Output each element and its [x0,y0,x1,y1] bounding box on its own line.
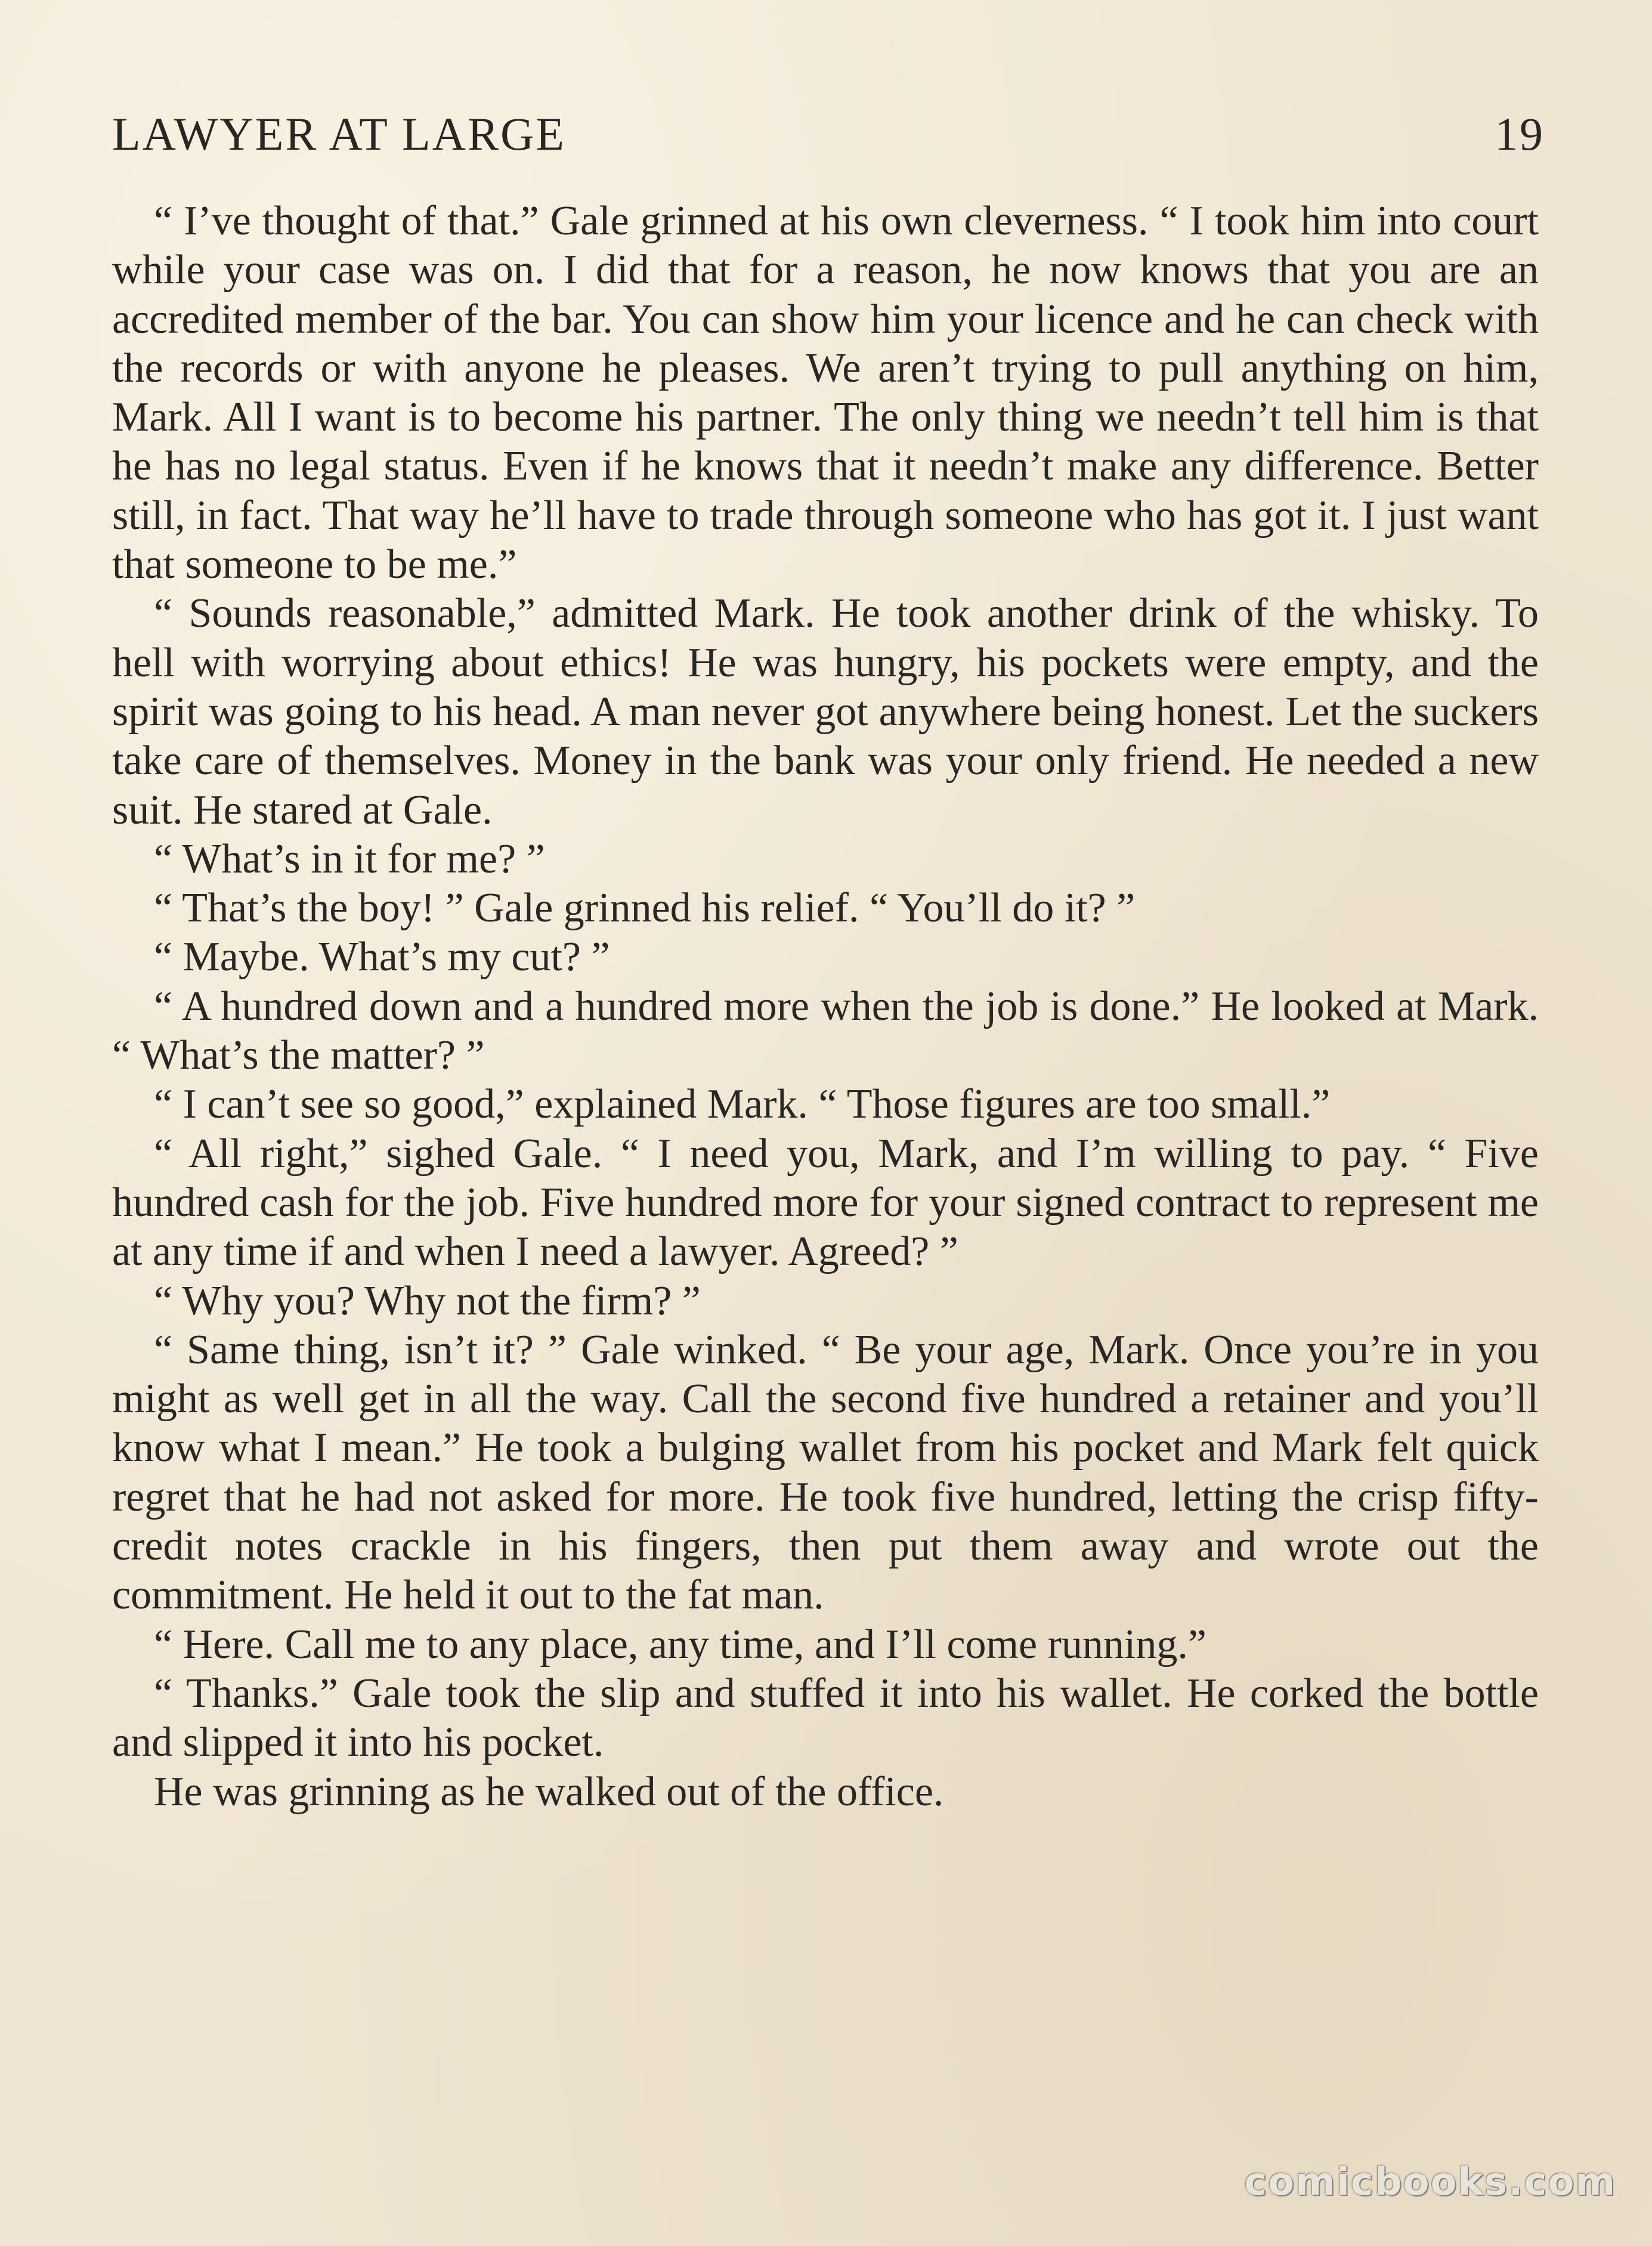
paragraph: “ Why you? Why not the firm? ” [154,1277,701,1324]
paragraph: “ All right,” sighed Gale. “ I need you, Mark, and I’m willing to pay. “ Five hundred cash for the job. Five hundred more for your signed contract to represent me at any time if and when I need a lawyer. Agreed? ” [112,1130,1539,1275]
paragraph: “ Maybe. What’s my cut? ” [154,934,610,980]
paragraph: “ I can’t see so good,” explained Mark. “ Those figures are too small.” [154,1081,1331,1128]
body-text [112,197,1539,1817]
paragraph: “ Sounds reasonable,” admitted Mark. He took another drink of the whisky. To hell with worrying about ethics! He was hungry, his pockets were empty, and the spirit was going to his head. A man never got anywhere being honest. Let the suckers take care of themselves. Money in the bank was your only friend. He needed a new suit. He stared at Gale. [112,590,1539,833]
paragraph: “ I’ve thought of that.” Gale grinned at his own cleverness. “ I took him into court while your case was on. I did that for a reason, he now knows that you are an accredited member of the bar. You can show him your licence and he can check with the records or with anyone he pleases. We aren’t trying to pull anything on him, Mark. All I want is to become his partner. The only thing we needn’t tell him is that he has no legal status. Even if he knows that it needn’t make any difference. Better still, in fact. That way he’ll have to trade through someone who has got it. I just want that someone to be me.” [112,198,1539,588]
paragraph: “ Here. Call me to any place, any time, and I’ll come running.” [154,1621,1206,1668]
paragraph: “ That’s the boy! ” Gale grinned his relief. “ You’ll do it? ” [154,885,1136,932]
paragraph: “ Same thing, isn’t it? ” Gale winked. “ Be your age, Mark. Once you’re in you might as well get in all the way. Call the second five hundred a retainer and you’ll know what I mean.” He took a bulging wallet from his pocket and Mark felt quick regret that he had not asked for more. He took five hundred, letting the crisp fifty-credit notes crackle in his fingers, then put them away and wrote out the commitment. He held it out to the fat man. [112,1326,1539,1619]
paragraph: “ Thanks.” Gale took the slip and stuffed it into his wallet. He corked the bottle and slipped it into his pocket. [112,1670,1539,1766]
paragraph: He was grinning as he walked out of the office. [154,1768,944,1815]
running-title: LAWYER AT LARGE [112,108,566,160]
watermark-logo: comicbooks.com [1244,2160,1616,2204]
paragraph: “ What’s in it for me? ” [154,836,545,882]
paragraph: “ A hundred down and a hundred more when the job is done.” He looked at Mark. “ What’s the matter? ” [112,983,1539,1079]
running-head [112,101,1545,167]
page-number: 19 [1495,108,1545,160]
